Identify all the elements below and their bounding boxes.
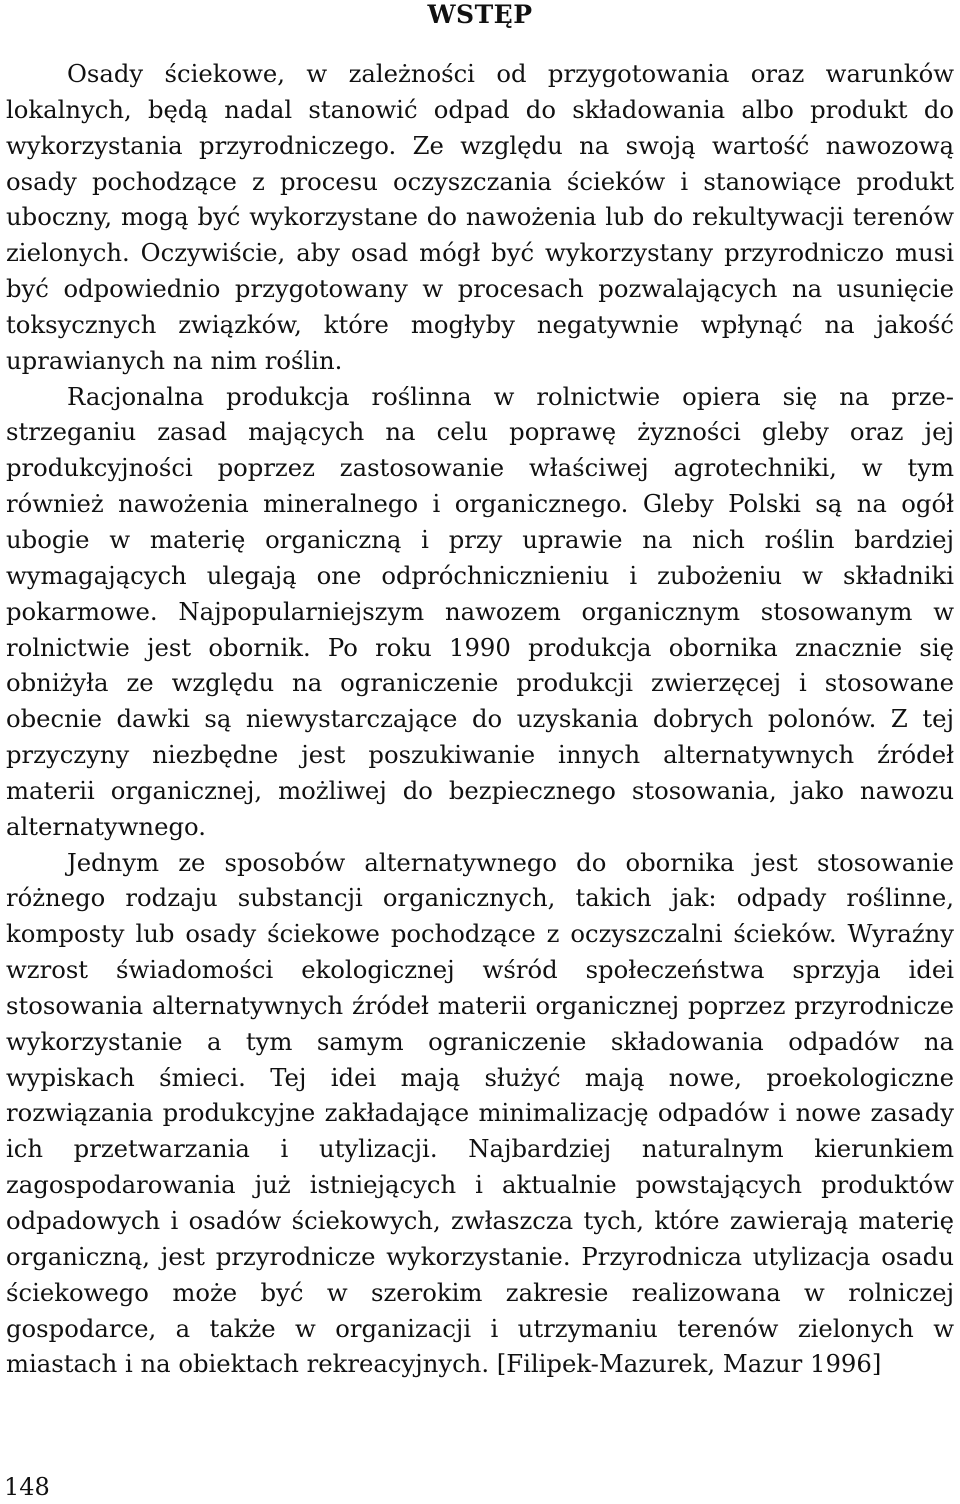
section-heading: WSTĘP (427, 0, 533, 29)
paragraph-3: Jednym ze sposobów alternatywnego do obornika jest stosowanie różnego rodzaju substancji organicznych, takich jak: odpady roślinne, komposty lub osady ściekowe pochodzące z oczyszczalni ścieków. Wyraźny wzrost świadomości ekologicznej wśród społeczeństwa sprzyja idei stosowania alternatywnych źródeł materii organicznej poprzez przyrodnicze wykorzystanie a tym samym ograniczenie składowania odpadów na wypiskach śmieci. Tej idei mają służyć mają nowe, proekologiczne rozwiązania produkcyjne zakładające minimalizację odpadów i nowe zasady ich przetwarzania i utylizacji. Najbardziej naturalnym kierunkiem zagospodarowania już istniejących i aktualnie powstających produktów odpadowych i osadów ściekowych, zwłaszcza tych, które zawierają materię organiczną, jest przyrodnicze wykorzystanie. Przyrodnicza utylizacja osadu ściekowego może być w szerokim zakresie realizowana w rolniczej gospodarce, a także w organizacji i utrzymaniu terenów zielonych w miastach i na obiektach rekreacyjnych. [Filipek-Mazurek, Mazur 1996] (6, 847, 954, 1379)
paragraph-1: Osady ściekowe, w zależności od przygotowania oraz warunków lokalnych, będą nadal stanowić odpad do składowania albo produkt do wykorzystania przyrodniczego. Ze względu na swoją wartość nawozową osady pochodzące z procesu oczyszczania ścieków i stanowiące produkt uboczny, mogą być wykorzystane do nawożenia lub do rekultywacji terenów zielonych. Oczywiście, aby osad mógł być wykorzystany przyrodniczo musi być odpowiednio przygotowany w procesach pozwalających na usunięcie toksycznych związków, które mogłyby negatywnie wpłynąć na jakość uprawianych na nim roślin. (6, 59, 954, 375)
paragraph-2: Racjonalna produkcja roślinna w rolnictwie opiera się na przestrzeganiu zasad mających na celu poprawę żyzności gleby oraz jej produkcyjności poprzez zastosowanie właściwej agrotechniki, w tym również nawożenia mineralnego i organicznego. Gleby Polski są na ogół ubogie w materię organiczną i przy uprawie na nich roślin bardziej wymagających ulegają one odpróchnicznieniu i zubożeniu w składniki pokarmowe. Najpopularniejszym nawozem organicznym stosowanym w rolnictwie jest obornik. Po roku 1990 produkcja obornika znacznie się obniżyła ze względu na ograniczenie produkcji zwierzęcej i stosowane obecnie dawki są niewystarczające do uzyskania dobrych polonów. Z tej przyczyny niezbędne jest poszukiwanie innych alternatywnych źródeł materii organicznej, możliwej do bezpiecznego stosowania, jako nawozu alternatywnego. (6, 381, 954, 841)
page-number: 148 (4, 1473, 50, 1501)
body-text (6, 56, 954, 1382)
